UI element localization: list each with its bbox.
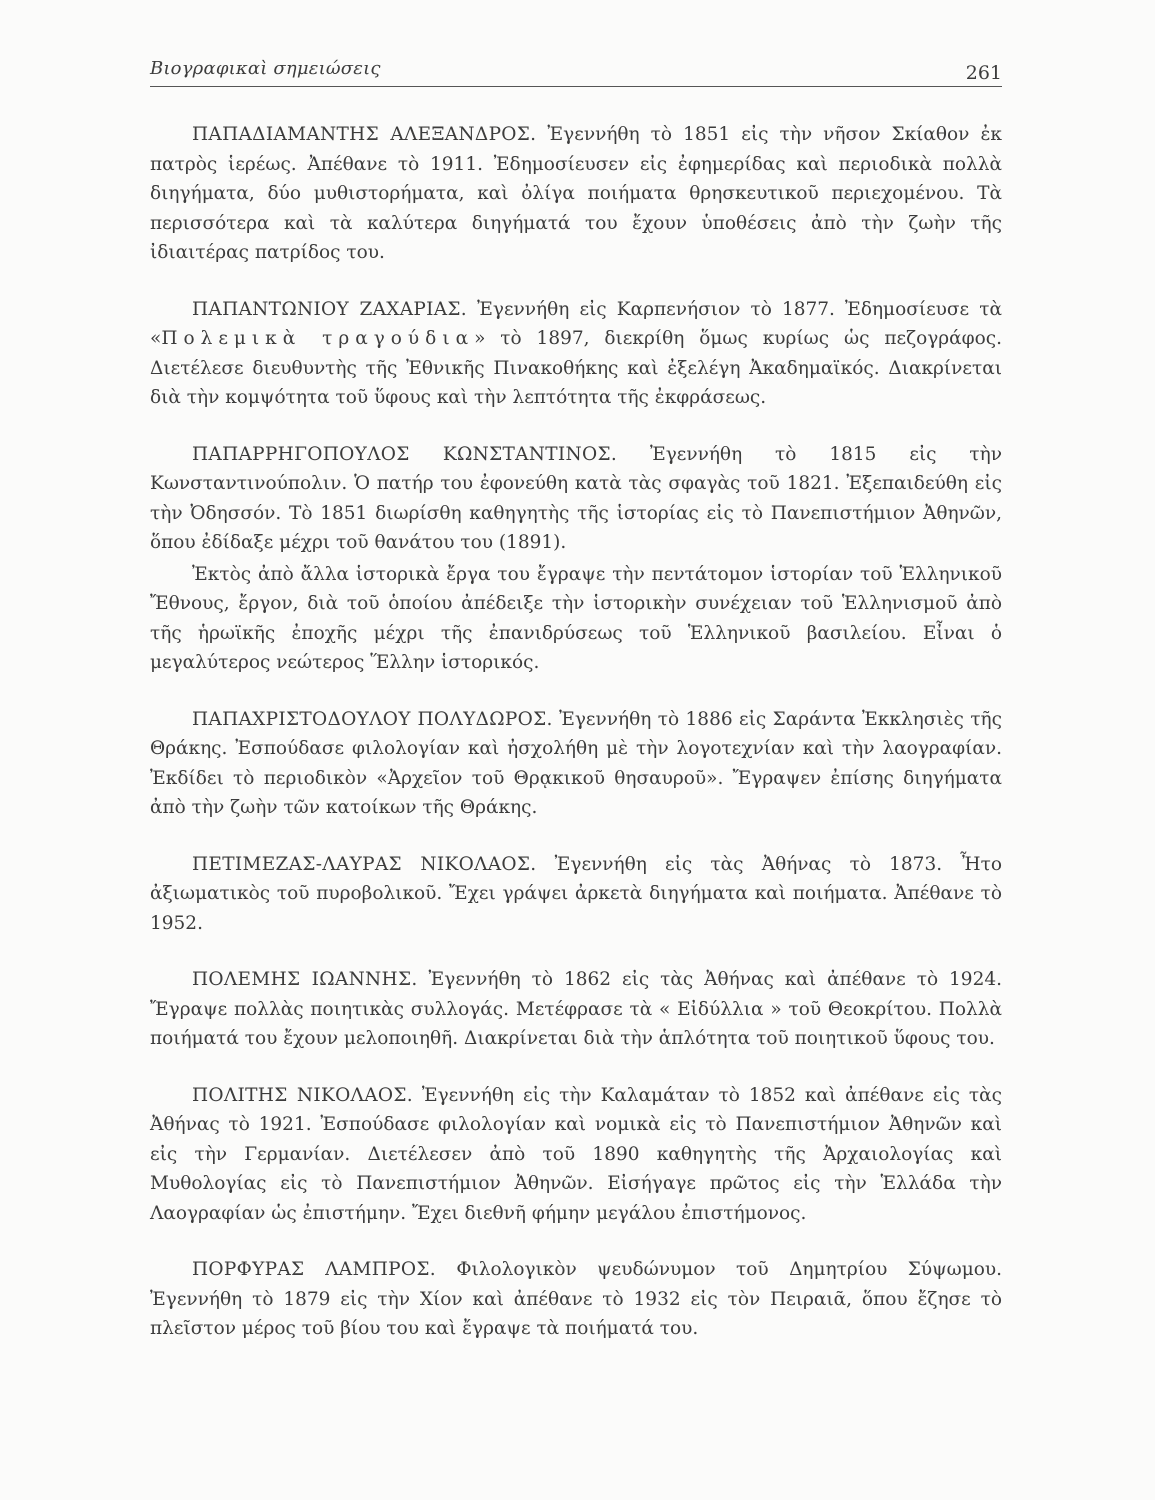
- entry-text: Ἐγεννήθη εἰς τὰς Ἀθήνας τὸ 1873. Ἦτο ἀξιωματικὸς τοῦ πυροβολικοῦ. Ἔχει γράψει ἀρκετὰ διηγήματα καὶ ποιήματα. Ἀπέθανε τὸ 1952.: [150, 853, 1002, 934]
- spaced-title: Πολεμικὰ τραγούδια: [161, 328, 475, 349]
- entry-text: Ἐγεννήθη τὸ 1851 εἰς τὴν νῆσον Σκίαθον ἐκ πατρὸς ἱερέως. Ἀπέθανε τὸ 1911. Ἐδημοσίευσεν εἰς ἐφημερίδας καὶ περιοδικὰ πολλὰ διηγήματα, δύο μυθιστορήματα, καὶ ὀλίγα ποιήματα θρησκευτικοῦ περιεχομένου. Τὰ περισσότερα καὶ τὰ καλύτερα διηγήματά του ἔχουν ὑποθέσεις ἀπὸ τὴν ζωὴν τῆς ἰδιαιτέρας πατρίδος του.: [150, 124, 1002, 263]
- entry-name: ΠΑΠΑΔΙΑΜΑΝΤΗΣ ΑΛΕΞΑΝΔΡΟΣ.: [192, 124, 537, 145]
- running-title: Βιογραφικαὶ σημειώσεις: [150, 58, 381, 79]
- entry-papantoniou: [150, 295, 1002, 413]
- entry-paragraph: [150, 295, 1002, 413]
- entry-name: ΠΟΛΙΤΗΣ ΝΙΚΟΛΑΟΣ.: [192, 1084, 413, 1106]
- entry-text: Ἐγεννήθη εἰς Καρπενήσιον τὸ 1877. Ἐδημοσίευσε τὰ «: [150, 298, 1002, 349]
- entry-name: ΠΟΡΦΥΡΑΣ ΛΑΜΠΡΟΣ.: [192, 1259, 436, 1280]
- entry-paragraph: [150, 1255, 1002, 1344]
- entry-porfyras: [150, 1255, 1002, 1344]
- entry-politis: [150, 1081, 1002, 1229]
- entry-text: Ἐγεννήθη τὸ 1815 εἰς τὴν Κωνσταντινούπολιν. Ὁ πατήρ του ἐφονεύθη κατὰ τὰς σφαγὰς τοῦ 1821. Ἐξεπαιδεύθη εἰς τὴν Ὀδησσόν. Τὸ 1851 διωρίσθη καθηγητὴς τῆς ἱστορίας εἰς τὸ Πανεπιστήμιον Ἀθηνῶν, ὅπου ἐδίδαξε μέχρι τοῦ θανάτου του (1891).: [150, 443, 1002, 553]
- entry-paragraph: [150, 120, 1002, 268]
- entry-name: ΠΟΛΕΜΗΣ ΙΩΑΝΝΗΣ.: [192, 969, 418, 990]
- entry-text-continued: » τὸ 1897, διεκρίθη ὅμως κυρίως ὡς πεζογράφος. Διετέλεσε διευθυντὴς τῆς Ἐθνικῆς Πινακοθήκης καὶ ἐξελέγη Ἀκαδημαϊκός. Διακρίνεται διὰ τὴν κομψότητα τοῦ ὕφους καὶ τὴν λεπτότητα τῆς ἐκφράσεως.: [150, 328, 1002, 408]
- entry-paparrigopoulos: [150, 440, 1002, 678]
- entry-polemis: [150, 965, 1002, 1054]
- entry-text: Ἐγεννήθη τὸ 1862 εἰς τὰς Ἀθήνας καὶ ἀπέθανε τὸ 1924. Ἔγραψε πολλὰς ποιητικὰς συλλογάς. Μετέφρασε τὰ « Εἰδύλλια » τοῦ Θεοκρίτου. Πολλὰ ποιήματά του ἔχουν μελοποιηθῆ. Διακρίνεται διὰ τὴν ἁπλότητα τοῦ ποιητικοῦ ὕφους του.: [150, 969, 1002, 1049]
- entry-papadiamantis: [150, 120, 1002, 268]
- entry-paragraph: [150, 705, 1002, 823]
- entry-name: ΠΑΠΑΝΤΩΝΙΟΥ ΖΑΧΑΡΙΑΣ.: [192, 298, 467, 320]
- entry-name: ΠΑΠΑΡΡΗΓΟΠΟΥΛΟΣ ΚΩΝΣΤΑΝΤΙΝΟΣ.: [192, 443, 618, 465]
- entry-paragraph: [150, 965, 1002, 1054]
- entry-petimezas-lavras: [150, 850, 1002, 939]
- entry-paragraph: [150, 440, 1002, 558]
- entry-paragraph-2: Ἐκτὸς ἀπὸ ἄλλα ἱστορικὰ ἔργα του ἔγραψε τὴν πεντάτομον ἱστορίαν τοῦ Ἑλληνικοῦ Ἔθνους, ἔργον, διὰ τοῦ ὁποίου ἀπέδειξε τὴν ἱστορικὴν συνέχειαν τοῦ Ἑλληνισμοῦ ἀπὸ τῆς ἡρωϊκῆς ἐποχῆς μέχρι τῆς ἐπανιδρύσεως τοῦ Ἑλληνικοῦ βασιλείου. Εἶναι ὁ μεγαλύτερος νεώτερος Ἕλλην ἱστορικός.: [150, 563, 1002, 673]
- entry-name: ΠΕΤΙΜΕΖΑΣ-ΛΑΥΡΑΣ ΝΙΚΟΛΑΟΣ.: [192, 853, 537, 875]
- entry-text: Ἐγεννήθη εἰς τὴν Καλαμάταν τὸ 1852 καὶ ἀπέθανε εἰς τὰς Ἀθήνας τὸ 1921. Ἐσπούδασε φιλολογίαν καὶ νομικὰ εἰς τὸ Πανεπιστήμιον Ἀθηνῶν καὶ εἰς τὴν Γερμανίαν. Διετέλεσεν ἀπὸ τοῦ 1890 καθηγητὴς τῆς Ἀρχαιολογίας καὶ Μυθολογίας εἰς τὸ Πανεπιστήμιον Ἀθηνῶν. Εἰσήγαγε πρῶτος εἰς τὴν Ἑλλάδα τὴν Λαογραφίαν ὡς ἐπιστήμην. Ἔχει διεθνῆ φήμην μεγάλου ἐπιστήμονος.: [150, 1084, 1002, 1224]
- page-number: 261: [965, 62, 1002, 84]
- entry-name: ΠΑΠΑΧΡΙΣΤΟΔΟΥΛΟΥ ΠΟΛΥΔΩΡΟΣ.: [192, 708, 553, 730]
- entry-paragraph: [150, 850, 1002, 939]
- entry-text: Ἐγεννήθη τὸ 1886 εἰς Σαράντα Ἐκκλησιὲς τῆς Θράκης. Ἐσπούδασε φιλολογίαν καὶ ἠσχολήθη μὲ τὴν λογοτεχνίαν καὶ τὴν λαογραφίαν. Ἐκδίδει τὸ περιοδικὸν «Ἀρχεῖον τοῦ Θρᾳκικοῦ θησαυροῦ». Ἔγραψεν ἐπίσης διηγήματα ἀπὸ τὴν ζωὴν τῶν κατοίκων τῆς Θράκης.: [150, 708, 1003, 818]
- entry-paragraph: [150, 1081, 1002, 1229]
- entry-text: Φιλολογικὸν ψευδώνυμον τοῦ Δημητρίου Σύψωμου. Ἐγεννήθη τὸ 1879 εἰς τὴν Χίον καὶ ἀπέθανε τὸ 1932 εἰς τὸν Πειραιᾶ, ὅπου ἔζησε τὸ πλεῖστον μέρος τοῦ βίου του καὶ ἔγραψε τὰ ποιήματά του.: [150, 1259, 1002, 1339]
- running-header: [150, 52, 1002, 87]
- entry-papachristodoulou: [150, 705, 1002, 823]
- biography-entries: [150, 120, 1002, 1371]
